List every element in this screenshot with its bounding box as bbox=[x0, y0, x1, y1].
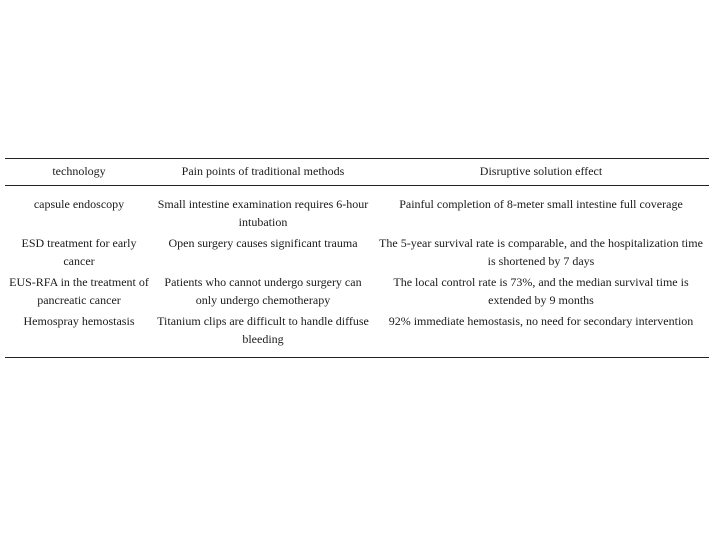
comparison-table bbox=[5, 158, 709, 358]
cell-pain-points: Small intestine examination requires 6-hour intubation bbox=[157, 196, 369, 229]
header-technology: technology bbox=[52, 164, 106, 178]
header-solution-effect: Disruptive solution effect bbox=[479, 164, 603, 178]
cell-technology: EUS-RFA in the treatment of pancreatic cancer bbox=[9, 274, 149, 307]
cell-pain-points: Titanium clips are difficult to handle diffuse bleeding bbox=[157, 313, 369, 346]
table-row bbox=[5, 234, 709, 273]
cell-solution-effect: Painful completion of 8-meter small intestine full coverage bbox=[399, 196, 683, 211]
table-row bbox=[5, 273, 709, 312]
table-row bbox=[5, 185, 709, 234]
cell-pain-points: Open surgery causes significant trauma bbox=[168, 235, 358, 250]
cell-solution-effect: 92% immediate hemostasis, no need for secondary intervention bbox=[388, 313, 694, 328]
cell-solution-effect: The local control rate is 73%, and the median survival time is extended by 9 months bbox=[393, 274, 689, 307]
comparison-table-container bbox=[5, 158, 709, 358]
cell-technology: capsule endoscopy bbox=[33, 196, 125, 211]
cell-technology: ESD treatment for early cancer bbox=[21, 235, 137, 268]
cell-pain-points: Patients who cannot undergo surgery can only undergo chemotherapy bbox=[164, 274, 362, 307]
cell-solution-effect: The 5-year survival rate is comparable, and the hospitalization time is shortened by 7 days bbox=[379, 235, 703, 268]
table-header-row bbox=[5, 159, 709, 186]
header-pain-points: Pain points of traditional methods bbox=[181, 164, 345, 178]
table-row bbox=[5, 312, 709, 358]
cell-technology: Hemospray hemostasis bbox=[23, 313, 135, 328]
